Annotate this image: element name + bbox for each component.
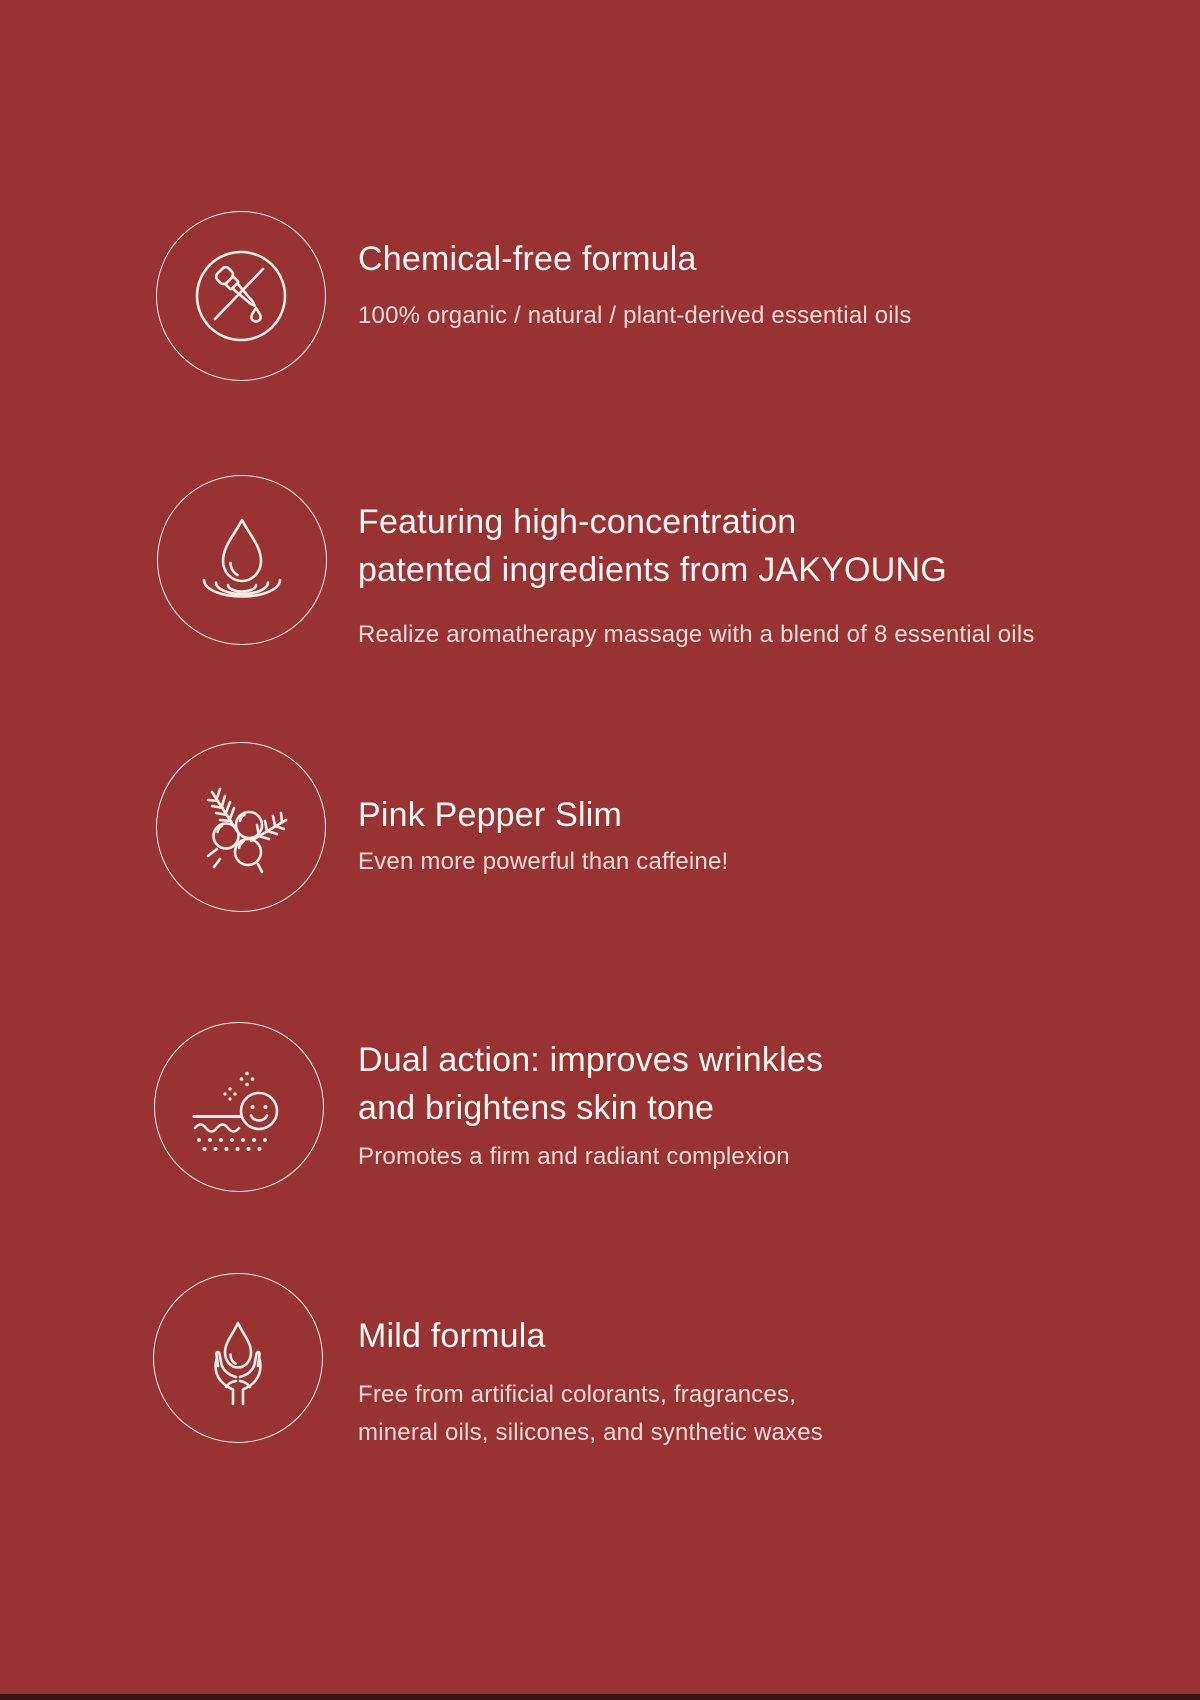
feature-subtitle-line: Free from artificial colorants, fragrances,	[358, 1381, 797, 1408]
feature-title-line: and brightens skin tone	[358, 1089, 715, 1127]
feature-title-line: patented ingredients from JAKYOUNG	[358, 551, 947, 589]
feature-title	[358, 235, 697, 283]
feature-title-line: Featuring high-concentration	[358, 503, 797, 541]
feature-subtitle	[358, 616, 1035, 654]
feature-title	[358, 1312, 546, 1360]
feature-title-line: Dual action: improves wrinkles	[358, 1041, 824, 1079]
hands-holding-drop-icon	[153, 1273, 323, 1443]
smiling-skin-icon	[154, 1022, 324, 1192]
feature-subtitle	[358, 297, 912, 335]
droplet-ripple-glyph	[194, 512, 290, 608]
smiling-skin-glyph	[189, 1059, 289, 1155]
feature-subtitle-line: mineral oils, silicones, and synthetic waxes	[358, 1419, 823, 1446]
feature-subtitle	[358, 1138, 790, 1176]
hands-holding-drop-glyph	[190, 1310, 286, 1406]
feature-title	[358, 791, 622, 839]
bottom-edge-strip	[0, 1694, 1200, 1700]
feature-subtitle	[358, 1376, 823, 1452]
feature-title	[358, 1036, 823, 1132]
pink-pepper-berries-icon	[156, 742, 326, 912]
feature-subtitle-line: Promotes a firm and radiant complexion	[358, 1143, 790, 1170]
no-chemicals-dropper-glyph	[193, 248, 289, 344]
no-chemicals-dropper-icon	[156, 211, 326, 381]
feature-title	[358, 498, 947, 594]
feature-subtitle-line: 100% organic / natural / plant-derived essential oils	[358, 302, 912, 329]
feature-subtitle-line: Realize aromatherapy massage with a blend of 8 essential oils	[358, 621, 1035, 648]
feature-title-line: Mild formula	[358, 1317, 546, 1355]
feature-title-line: Chemical-free formula	[358, 240, 697, 278]
pink-pepper-berries-glyph	[193, 779, 289, 875]
droplet-ripple-icon	[157, 475, 327, 645]
feature-subtitle-line: Even more powerful than caffeine!	[358, 848, 729, 875]
feature-subtitle	[358, 843, 728, 881]
feature-title-line: Pink Pepper Slim	[358, 796, 622, 834]
